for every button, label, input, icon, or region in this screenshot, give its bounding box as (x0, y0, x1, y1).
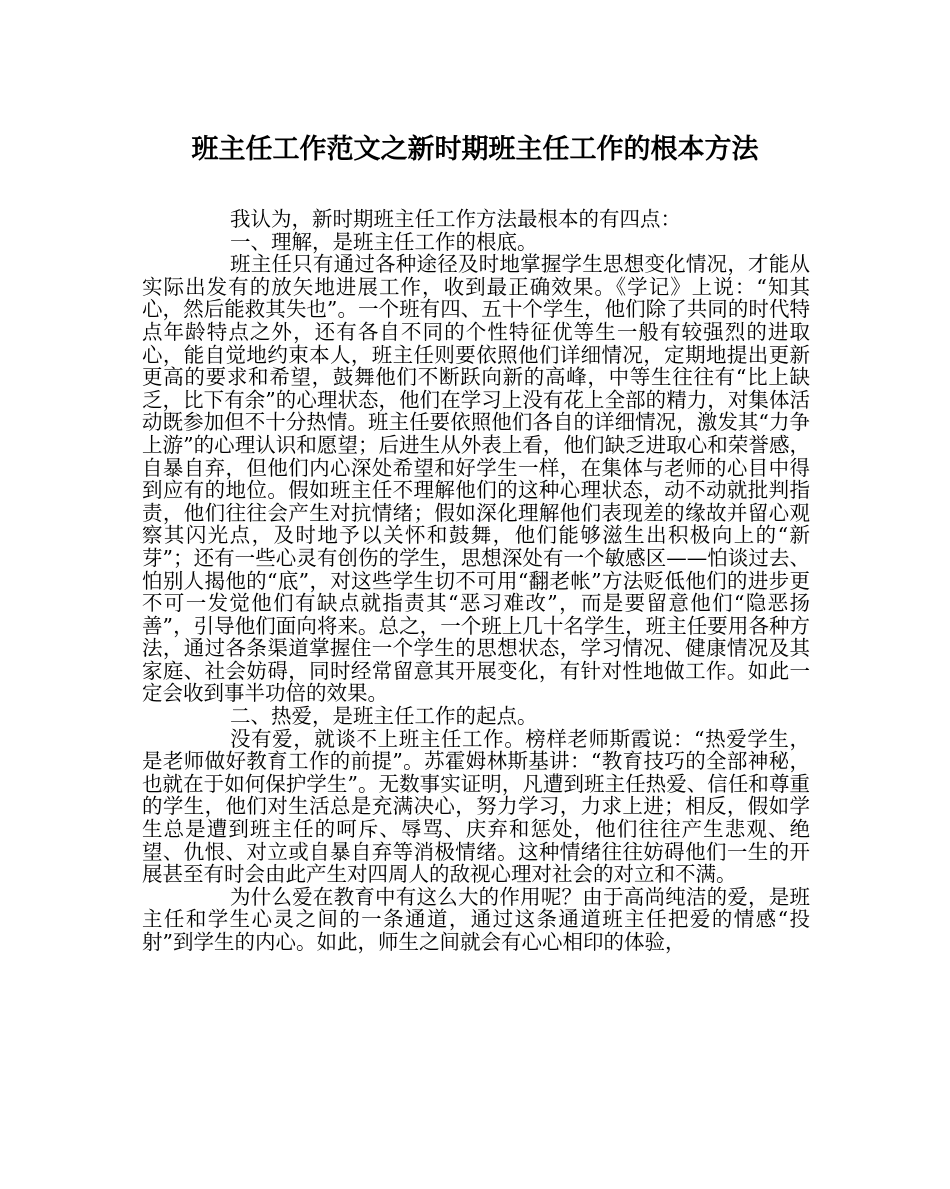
paragraph-intro: 我认为，新时期班主任工作方法最根本的有四点： (230, 207, 681, 231)
heading-understanding: 一、理解，是班主任工作的根底。 (230, 229, 538, 254)
paragraph-understanding: 班主任只有通过各种途径及时地掌握学生思想变化情况，才能从实际出发有的放矢地进展工作，收到最正确效果。《学记》上说：“知其心，然后能救其失也”。一个班有四、五十个学生，他们除了共同的时代特点年龄特点之外，还有各自不同的个性特征优等生一般有较强烈的进取心，能自觉地约束本人，班主任则要依照他们详细情况，定期地提出更新更高的要求和希望，鼓舞他们不断跃向新的高峰，中等生往往有“比上缺乏，比下有余”的心理状态，他们在学习上没有花上全部的精力，对集体活动既参加但不十分热情。班主任要依照他们各自的详细情况，激发其“力争上游”的心理认识和愿望；后进生从外表上看，他们缺乏进取心和荣誉感，自暴自弃，但他们内心深处希望和好学生一样，在集体与老师的心目中得到应有的地位。假如班主任不理解他们的这种心理状态，动不动就批判指责，他们往往会产生对抗情绪；假如深化理解他们表现差的缘故并留心观察其闪光点，及时地予以关怀和鼓舞，他们能够滋生出积极向上的“新芽”；还有一些心灵有创伤的学生，思想深处有一个敏感区——怕谈过去、怕别人揭他的“底”，对这些学生切不可用“翻老帐”方法贬低他们的进步更不可一发觉他们有缺点就指责其“恶习难改”，而是要留意他们“隐恶扬善”，引导他们面向将来。总之，一个班上几十名学生，班主任要用各种方法，通过各条渠道掌握住一个学生的思想状态，学习情况、健康情况及其家庭、社会妨碍，同时经常留意其开展变化，有针对性地做工作。如此一定会收到事半功倍的效果。 (142, 252, 810, 706)
paragraph-love: 没有爱，就谈不上班主任工作。榜样老师斯霞说：“热爱学生，是老师做好教育工作的前提”。苏霍姆林斯基讲：“教育技巧的全部神秘，也就在于如何保护学生”。无数事实证明，凡遭到班主任热爱、信任和尊重的学生，他们对生活总是充满决心，努力学习，力求上进；相反，假如学生总是遭到班主任的呵斥、辱骂、庆弃和惩处，他们往往产生悲观、绝望、仇恨、对立或自暴自弃等消极情绪。这种情绪往往妨碍他们一生的开展甚至有时会由此产生对四周人的敌视心理对社会的对立和不满。 (142, 726, 810, 887)
heading-love: 二、热爱，是班主任工作的起点。 (230, 704, 538, 729)
document-body (142, 208, 810, 954)
paragraph-why-love: 为什么爱在教育中有这么大的作用呢？由于高尚纯洁的爱，是班主任和学生心灵之间的一条通道，通过这条通道班主任把爱的情感“投射”到学生的内心。如此，师生之间就会有心心相印的体验， (142, 884, 810, 954)
document-title: 班主任工作范文之新时期班主任工作的根本方法 (191, 134, 759, 165)
